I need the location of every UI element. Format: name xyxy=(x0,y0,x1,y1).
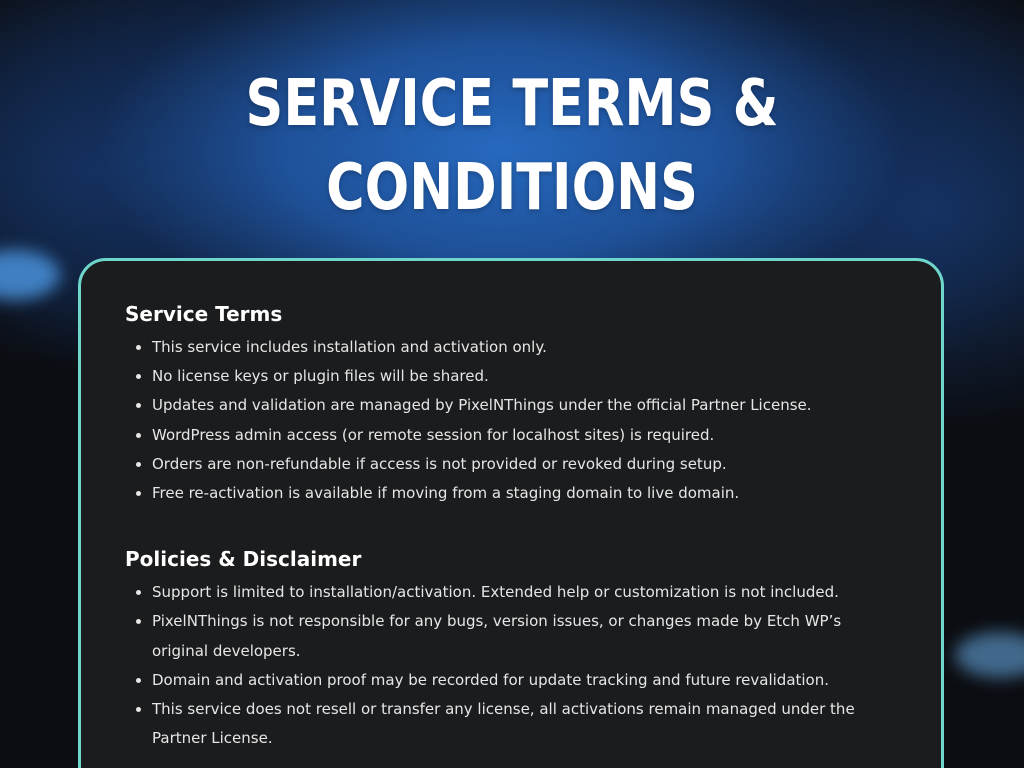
policies-item: Domain and activation proof may be recorded for update tracking and future revalidation. xyxy=(125,666,901,695)
page-title-line-2: CONDITIONS xyxy=(326,151,698,225)
service-terms-item: Orders are non-refundable if access is not provided or revoked during setup. xyxy=(125,450,901,479)
policies-item: PixelNThings is not responsible for any bugs, version issues, or changes made by Etch WP’s original developers. xyxy=(125,607,901,665)
service-terms-list xyxy=(125,333,901,508)
service-terms-item: Free re-activation is available if moving from a staging domain to live domain. xyxy=(125,479,901,508)
section-spacer xyxy=(125,508,901,544)
service-terms-item: No license keys or plugin files will be shared. xyxy=(125,362,901,391)
service-terms-heading: Service Terms xyxy=(125,302,283,326)
service-terms-item: WordPress admin access (or remote session for localhost sites) is required. xyxy=(125,421,901,450)
page-title xyxy=(92,62,932,230)
policies-heading: Policies & Disclaimer xyxy=(125,547,362,572)
service-terms-section xyxy=(125,299,901,508)
policies-list xyxy=(125,578,901,753)
policies-item: This service does not resell or transfer any license, all activations remain managed under the Partner License. xyxy=(125,695,901,753)
policies-item: Support is limited to installation/activation. Extended help or customization is not included. xyxy=(125,578,901,607)
page-title-line-1: SERVICE TERMS & xyxy=(245,67,779,141)
service-terms-item: Updates and validation are managed by PixelNThings under the official Partner License. xyxy=(125,391,901,420)
policies-section xyxy=(125,544,901,753)
terms-card xyxy=(78,258,944,768)
service-terms-item: This service includes installation and activation only. xyxy=(125,333,901,362)
